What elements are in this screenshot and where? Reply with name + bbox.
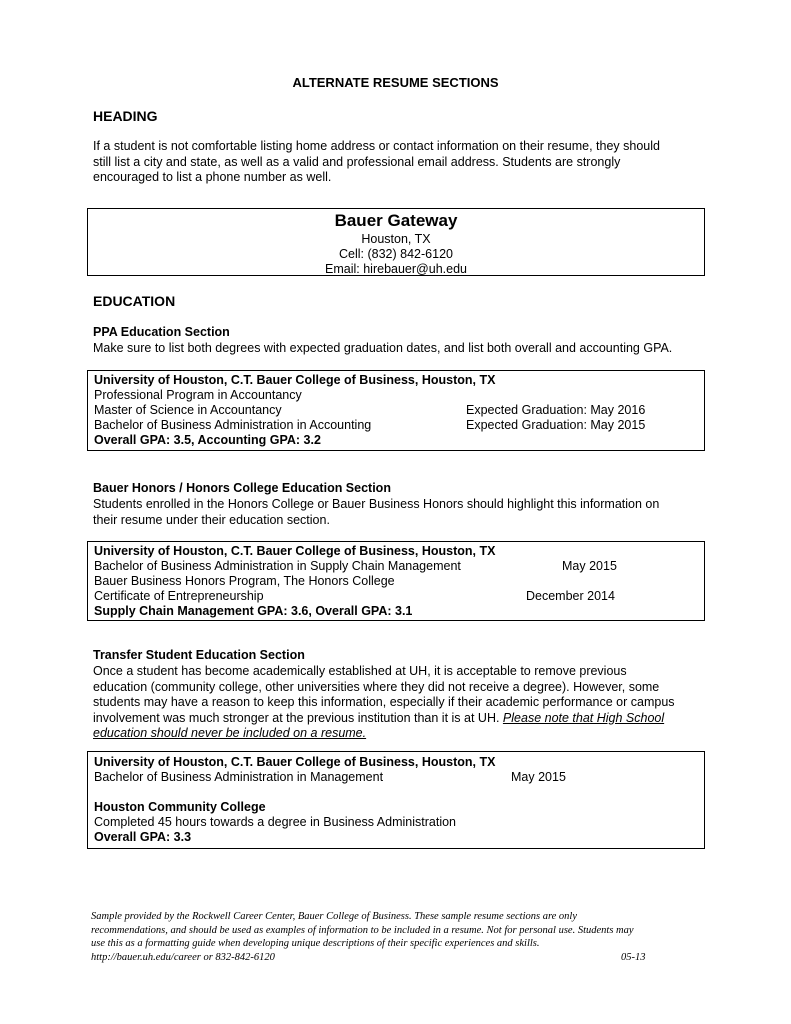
transfer-desc-line4 bbox=[93, 711, 713, 727]
ppa-gpa: Overall GPA: 3.5, Accounting GPA: 3.2 bbox=[94, 433, 321, 447]
footer-code: 05-13 bbox=[621, 951, 646, 963]
heading-desc-line2: still list a city and state, as well as a valid and professional email address. Students are strongly bbox=[93, 154, 621, 169]
footer-line2: recommendations, and should be used as examples of information to be included in a resume. Not for personal use. Students may bbox=[91, 924, 634, 936]
honors-example-box bbox=[87, 541, 705, 621]
transfer-desc-line1: Once a student has become academically established at UH, it is acceptable to remove previous bbox=[93, 664, 627, 678]
transfer-school2: Houston Community College bbox=[94, 800, 266, 814]
high-school-note: Please note that High School bbox=[502, 710, 665, 725]
ppa-program: Professional Program in Accountancy bbox=[94, 388, 302, 402]
heading-section-label: HEADING bbox=[93, 108, 158, 124]
transfer-date1: May 2015 bbox=[511, 770, 566, 784]
education-section-label: EDUCATION bbox=[93, 293, 176, 309]
honors-degree2: Certificate of Entrepreneurship bbox=[94, 589, 264, 603]
transfer-school: University of Houston, C.T. Bauer College of Business, Houston, TX bbox=[94, 755, 496, 769]
ppa-date2: Expected Graduation: May 2015 bbox=[466, 418, 646, 432]
example-location: Houston, TX bbox=[361, 232, 431, 246]
honors-description bbox=[93, 497, 703, 528]
honors-degree1: Bachelor of Business Administration in Supply Chain Management bbox=[94, 559, 461, 573]
ppa-description: Make sure to list both degrees with expected graduation dates, and list both overall and accounting GPA. bbox=[93, 341, 673, 355]
transfer-desc-line2: education (community college, other universities where they did not receive a degree). However, some bbox=[93, 679, 660, 694]
honors-date2: December 2014 bbox=[526, 589, 615, 603]
footer-contact-row bbox=[91, 951, 701, 965]
high-school-note-cont: education should never be included on a resume. bbox=[93, 726, 367, 740]
ppa-date1: Expected Graduation: May 2016 bbox=[466, 403, 646, 417]
ppa-degree2: Bachelor of Business Administration in Accounting bbox=[94, 418, 372, 432]
footer-disclaimer bbox=[91, 910, 701, 965]
honors-section-title: Bauer Honors / Honors College Education Section bbox=[93, 481, 391, 495]
ppa-school: University of Houston, C.T. Bauer College of Business, Houston, TX bbox=[94, 373, 496, 387]
honors-gpa: Supply Chain Management GPA: 3.6, Overall GPA: 3.1 bbox=[94, 604, 413, 618]
transfer-section-title: Transfer Student Education Section bbox=[93, 648, 305, 662]
honors-date1: May 2015 bbox=[562, 559, 617, 573]
honors-desc-line1: Students enrolled in the Honors College or Bauer Business Honors should highlight this information on bbox=[93, 497, 660, 511]
transfer-detail2: Completed 45 hours towards a degree in Business Administration bbox=[94, 815, 457, 829]
heading-description bbox=[93, 139, 703, 186]
heading-example-box bbox=[87, 208, 705, 276]
example-name: Bauer Gateway bbox=[334, 211, 458, 230]
transfer-gpa: Overall GPA: 3.3 bbox=[94, 830, 192, 844]
footer-contact: http://bauer.uh.edu/career or 832-842-6120 bbox=[91, 951, 275, 963]
honors-school: University of Houston, C.T. Bauer College of Business, Houston, TX bbox=[94, 544, 496, 558]
honors-program: Bauer Business Honors Program, The Honors College bbox=[94, 574, 395, 588]
page-title: ALTERNATE RESUME SECTIONS bbox=[292, 75, 499, 90]
heading-desc-line1: If a student is not comfortable listing home address or contact information on their resume, they should bbox=[93, 139, 660, 153]
ppa-section-title: PPA Education Section bbox=[93, 325, 230, 339]
footer-line3: use this as a formatting guide when developing unique descriptions of their specific experiences and skills. bbox=[91, 938, 540, 949]
transfer-example-box bbox=[87, 751, 705, 849]
honors-desc-line2: their resume under their education section. bbox=[93, 512, 330, 527]
heading-desc-line3: encouraged to list a phone number as well. bbox=[93, 170, 332, 184]
transfer-desc-line3: students may have a reason to keep this information, especially if their academic performance or campus bbox=[93, 695, 675, 709]
example-email: Email: hirebauer@uh.edu bbox=[325, 262, 467, 276]
footer-line1: Sample provided by the Rockwell Career Center, Bauer College of Business. These sample resume sections are only bbox=[91, 911, 578, 922]
transfer-degree1: Bachelor of Business Administration in Management bbox=[94, 770, 384, 784]
transfer-description bbox=[93, 664, 713, 742]
ppa-example-box bbox=[87, 370, 705, 451]
transfer-desc-line4-plain: involvement was much stronger at the previous institution than it is at UH. bbox=[93, 710, 503, 725]
ppa-degree1: Master of Science in Accountancy bbox=[94, 403, 282, 417]
example-cell: Cell: (832) 842-6120 bbox=[339, 247, 453, 261]
